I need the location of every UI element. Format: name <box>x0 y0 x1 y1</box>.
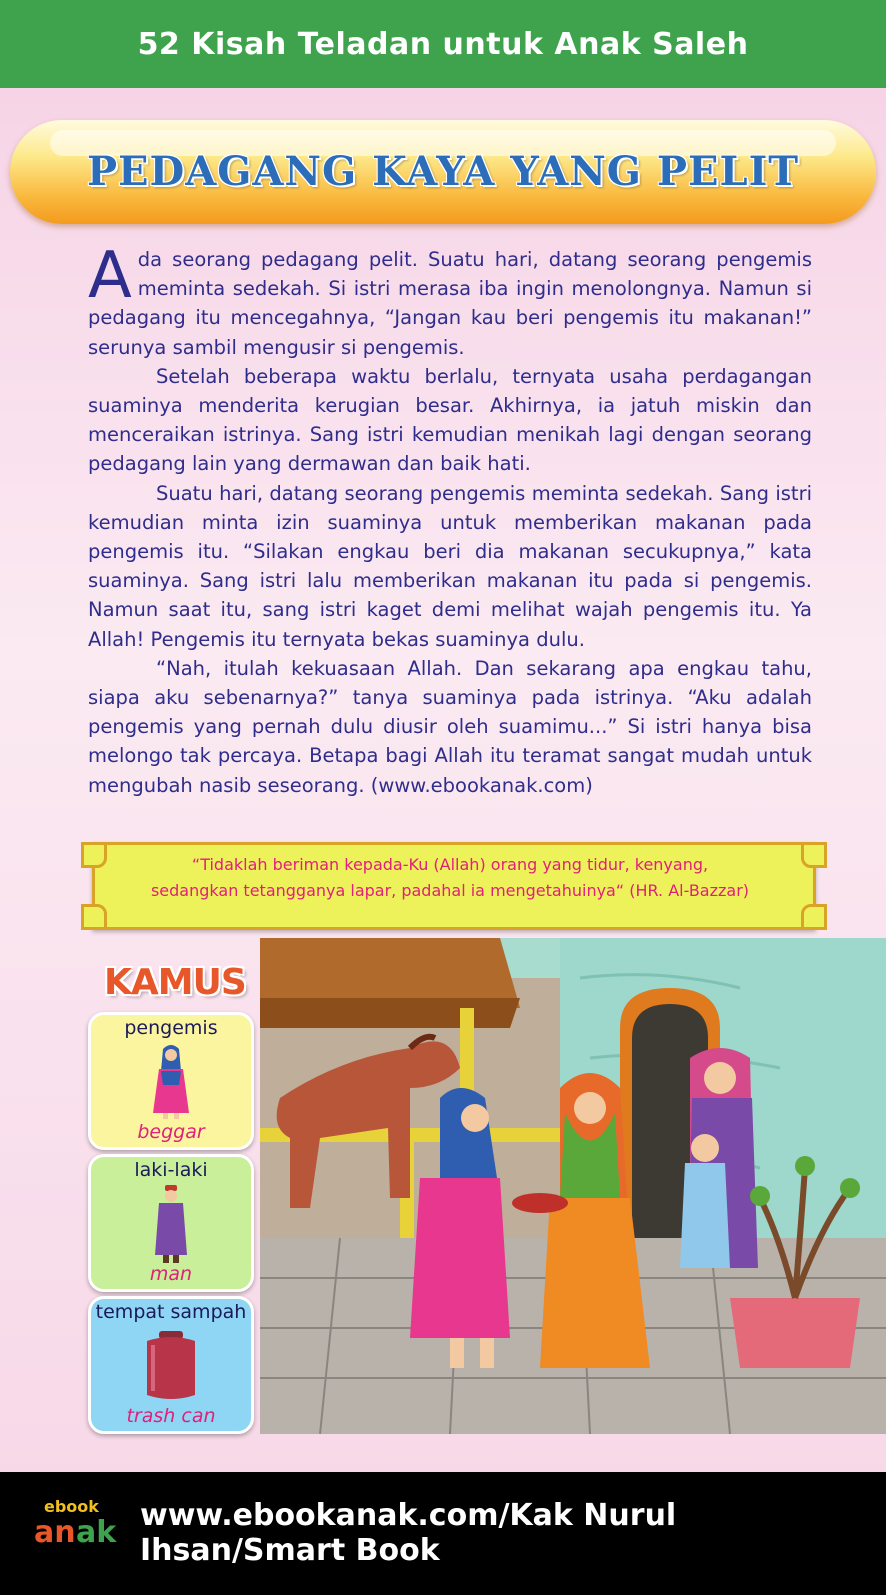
frame-corner <box>801 842 827 868</box>
kamus-card-pengemis <box>88 1012 254 1150</box>
trash-can-icon <box>137 1329 205 1403</box>
story-paragraph-2: Setelah beberapa waktu berlalu, ternyata usaha perdagangan suaminya menderita kerugian besar. Akhirnya, ia jatuh miskin dan menceraikan istrinya. Sang istri kemudian menikah lagi dengan seorang pedagang lain yang dermawan dan baik hati. <box>88 364 812 476</box>
svg-text:ak: ak <box>76 1515 117 1548</box>
kamus-word: laki-laki <box>134 1159 208 1181</box>
frame-corner <box>81 904 107 930</box>
story-title: PEDAGANG KAYA YANG PELIT <box>86 148 800 195</box>
kamus-heading: KAMUS <box>104 962 246 1003</box>
story-body <box>88 239 812 800</box>
kamus-translation: man <box>149 1263 193 1285</box>
ebook-anak-logo <box>34 1492 124 1548</box>
story-paragraph-4: “Nah, itulah kekuasaan Allah. Dan sekarang apa engkau tahu, siapa aku sebenarnya?” tanya suaminya pada istrinya. “Aku adalah pengemis yang pernah dulu diusir oleh suamimu...” Si istri hanya bisa melongo tak percaya. Betapa bagi Allah itu teramat sangat mudah untuk mengubah nasib seseorang. (www.ebookanak.com) <box>88 656 812 797</box>
frame-corner <box>801 904 827 930</box>
beggar-figure-icon <box>141 1041 201 1121</box>
story-paragraph-1 <box>88 239 812 362</box>
man-figure-icon <box>141 1183 201 1265</box>
book-title: 52 Kisah Teladan untuk Anak Saleh <box>137 26 749 62</box>
logo-graphic <box>34 1492 124 1548</box>
kamus-card-laki-laki <box>88 1154 254 1292</box>
drop-cap: A <box>88 239 132 313</box>
footer-url: www.ebookanak.com/Kak Nurul Ihsan/Smart Book <box>140 1498 677 1568</box>
kamus-translation: beggar <box>137 1121 205 1143</box>
story-paragraph-3: Suatu hari, datang seorang pengemis meminta sedekah. Sang istri kemudian minta izin suaminya untuk memberikan makanan pada pengemis itu. “Silakan engkau beri dia makanan secukupnya,” kata suaminya. Sang istri lalu memberikan makanan itu pada si pengemis. Namun saat itu, sang istri kaget demi melihat wajah pengemis itu. Ya Allah! Pengemis itu ternyata bekas suaminya dulu. <box>88 481 812 651</box>
svg-text:an: an <box>34 1515 76 1548</box>
hadith-quote <box>100 852 800 904</box>
svg-text:ebook: ebook <box>44 1497 99 1516</box>
hadith-line-2: sedangkan tetangganya lapar, padahal ia mengetahuinya“ (HR. Al-Bazzar) <box>150 881 750 900</box>
kamus-word: tempat sampah <box>95 1301 247 1323</box>
paragraph-1-text: da seorang pedagang pelit. Suatu hari, datang seorang pengemis meminta sedekah. Si istri merasa iba ingin menolongnya. Namun si pedagang itu mencegahnya, “Jangan kau beri pengemis itu makanan!” serunya sambil mengusir si pengemis. <box>88 248 812 359</box>
kamus-card-tempat-sampah <box>88 1296 254 1434</box>
story-illustration <box>260 938 886 1434</box>
hadith-line-1: “Tidaklah beriman kepada-Ku (Allah) orang yang tidur, kenyang, <box>191 855 709 874</box>
illustration-scene <box>260 938 886 1434</box>
kamus-translation: trash can <box>126 1405 216 1427</box>
kamus-word: pengemis <box>124 1017 218 1039</box>
book-title-bar <box>0 0 886 88</box>
